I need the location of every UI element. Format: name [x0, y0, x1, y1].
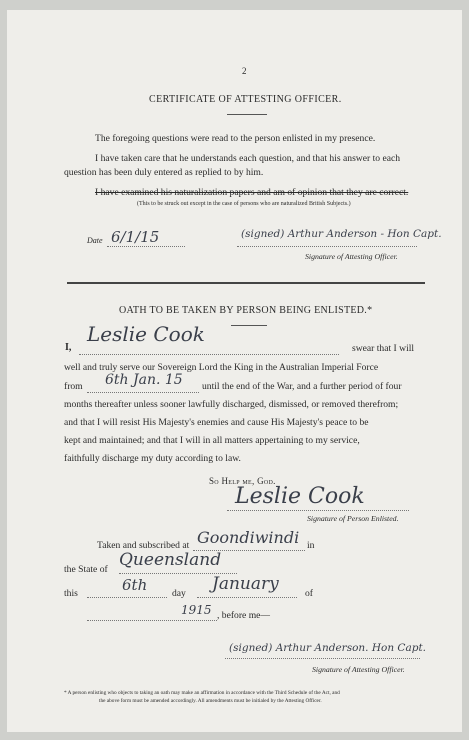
footnote-line1: * A person enlisting who objects to taking an oath may make an affirmation in accordance with the Third Schedule of the Act, and: [64, 690, 340, 696]
this-label: this: [64, 588, 78, 599]
enlistee-name: Leslie Cook: [87, 322, 205, 346]
title-underline: [227, 114, 267, 115]
state-value: Queensland: [119, 550, 222, 570]
certificate-title: CERTIFICATE OF ATTESTING OFFICER.: [149, 94, 342, 105]
footnote-line2: the above form must be amended accordingly. All amendments must be initialed by the Attesting Officer.: [99, 698, 322, 704]
oath-title-underline: [231, 325, 267, 326]
enlistee-signature-line: [227, 510, 409, 511]
in-label: in: [307, 540, 315, 551]
month-value: January: [212, 574, 279, 594]
oath-swear-text: swear that I will: [352, 343, 415, 354]
oath-line5: and that I will resist His Majesty's enemies and cause His Majesty's peace to be: [64, 417, 369, 428]
month-line: [197, 597, 297, 598]
officer-signature-line-2: [225, 658, 420, 659]
before-label: , before me—: [217, 610, 271, 621]
officer-caption-1: Signature of Attesting Officer.: [305, 252, 398, 261]
day-value: 6th: [122, 576, 148, 594]
date-value: 6/1/15: [111, 228, 160, 246]
enlistee-signature: Leslie Cook: [235, 484, 365, 509]
date-line: [107, 246, 185, 247]
oath-line6: kept and maintained; and that I will in all matters appertaining to my service,: [64, 435, 360, 446]
officer-signature-1: (signed) Arthur Anderson - Hon Capt.: [241, 228, 442, 240]
struck-note: (This to be struck out except in the case of persons who are naturalized British Subjects.): [137, 201, 351, 207]
certificate-para1: The foregoing questions were read to the person enlisted in my presence.: [95, 133, 376, 144]
date-label: Date: [87, 236, 103, 245]
oath-line7: faithfully discharge my duty according to law.: [64, 453, 241, 464]
state-label: the State of: [64, 564, 108, 575]
document-page: [7, 10, 462, 732]
oath-line4: months thereafter unless sooner lawfully discharged, dismissed, or removed therefrom;: [64, 399, 399, 410]
page-number: 2: [242, 66, 247, 76]
oath-i-label: I,: [65, 342, 72, 353]
from-date-line: [87, 392, 199, 393]
struck-naturalization-line: I have examined his naturalization papers and am of opinion that they are correct.: [95, 187, 409, 198]
place-value: Goondiwindi: [197, 528, 300, 547]
year-value: 1915: [181, 603, 212, 617]
so-help-me-god: So Help me, God.: [209, 476, 276, 486]
day-line: [87, 597, 167, 598]
name-line: [79, 354, 339, 355]
taken-label: Taken and subscribed at: [97, 540, 190, 551]
day-label: day: [172, 588, 186, 599]
officer-signature-line-1: [237, 246, 417, 247]
enlistee-caption: Signature of Person Enlisted.: [307, 514, 399, 523]
oath-line3-rest: until the end of the War, and a further period of four: [202, 381, 402, 392]
of-label: of: [305, 588, 313, 599]
officer-caption-2: Signature of Attesting Officer.: [312, 665, 405, 674]
oath-from-label: from: [64, 381, 83, 392]
year-line: [87, 620, 217, 621]
oath-title: OATH TO BE TAKEN BY PERSON BEING ENLISTED.*: [119, 305, 373, 316]
certificate-para2-line1: I have taken care that he understands each question, and that his answer to each: [95, 153, 401, 164]
certificate-para2-line2: question has been duly entered as replied to by him.: [64, 167, 264, 178]
oath-from-date: 6th Jan. 15: [105, 372, 183, 388]
section-divider: [67, 282, 425, 284]
oath-line2: well and truly serve our Sovereign Lord the King in the Australian Imperial Force: [64, 362, 379, 373]
officer-signature-2: (signed) Arthur Anderson. Hon Capt.: [229, 642, 426, 654]
